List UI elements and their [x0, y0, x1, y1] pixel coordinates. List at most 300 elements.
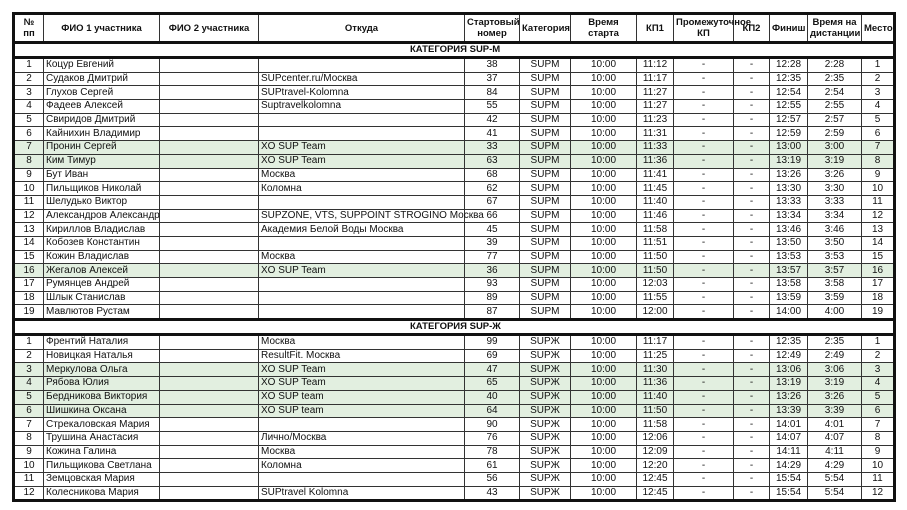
cell-kp2: - — [734, 72, 770, 86]
cell-kp1: 11:45 — [637, 182, 674, 196]
table-row — [14, 141, 895, 155]
cell-place: 2 — [862, 349, 895, 363]
cell-distance-time: 2:35 — [808, 72, 862, 86]
cell-place: 6 — [862, 404, 895, 418]
cell-name-1: Глухов Сергей — [44, 86, 160, 100]
table-row — [14, 72, 895, 86]
table-row — [14, 278, 895, 292]
cell-bib: 33 — [465, 141, 520, 155]
cell-intermediate-kp: - — [674, 209, 734, 223]
cell-place: 19 — [862, 305, 895, 320]
cell-intermediate-kp: - — [674, 182, 734, 196]
cell-distance-time: 3:58 — [808, 278, 862, 292]
cell-from: Москва — [259, 250, 465, 264]
cell-bib: 47 — [465, 363, 520, 377]
cell-bib: 37 — [465, 72, 520, 86]
cell-kp1: 11:51 — [637, 236, 674, 250]
table-row — [14, 404, 895, 418]
cell-from: XO SUP Team — [259, 264, 465, 278]
cell-distance-time: 4:00 — [808, 305, 862, 320]
cell-place: 5 — [862, 390, 895, 404]
cell-intermediate-kp: - — [674, 72, 734, 86]
cell-start-time: 10:00 — [571, 250, 637, 264]
cell-place: 8 — [862, 154, 895, 168]
cell-category: SUPЖ — [520, 377, 571, 391]
cell-kp2: - — [734, 250, 770, 264]
table-row — [14, 459, 895, 473]
cell-finish: 13:33 — [770, 195, 808, 209]
cell-name-1: Меркулова Ольга — [44, 363, 160, 377]
cell-number: 11 — [14, 472, 44, 486]
cell-start-time: 10:00 — [571, 141, 637, 155]
cell-kp1: 11:33 — [637, 141, 674, 155]
cell-finish: 13:46 — [770, 223, 808, 237]
cell-name-2 — [160, 86, 259, 100]
cell-distance-time: 3:46 — [808, 223, 862, 237]
cell-bib: 69 — [465, 349, 520, 363]
cell-from: XO SUP team — [259, 390, 465, 404]
cell-name-2 — [160, 418, 259, 432]
table-row — [14, 486, 895, 501]
cell-name-2 — [160, 486, 259, 501]
cell-kp2: - — [734, 127, 770, 141]
table-row — [14, 264, 895, 278]
cell-category: SUPM — [520, 209, 571, 223]
cell-distance-time: 2:49 — [808, 349, 862, 363]
cell-bib: 42 — [465, 113, 520, 127]
cell-number: 8 — [14, 431, 44, 445]
cell-intermediate-kp: - — [674, 305, 734, 320]
cell-start-time: 10:00 — [571, 431, 637, 445]
cell-start-time: 10:00 — [571, 486, 637, 501]
cell-distance-time: 3:50 — [808, 236, 862, 250]
cell-intermediate-kp: - — [674, 335, 734, 350]
cell-category: SUPЖ — [520, 335, 571, 350]
cell-from: SUPcenter.ru/Москва — [259, 72, 465, 86]
cell-finish: 12:57 — [770, 113, 808, 127]
cell-number: 4 — [14, 100, 44, 114]
cell-name-2 — [160, 363, 259, 377]
cell-number: 3 — [14, 86, 44, 100]
table-row — [14, 472, 895, 486]
cell-name-2 — [160, 404, 259, 418]
cell-place: 7 — [862, 141, 895, 155]
cell-distance-time: 3:26 — [808, 168, 862, 182]
cell-from: Академия Белой Воды Москва — [259, 223, 465, 237]
cell-kp2: - — [734, 363, 770, 377]
cell-from — [259, 58, 465, 73]
cell-name-1: Румянцев Андрей — [44, 278, 160, 292]
cell-bib: 61 — [465, 459, 520, 473]
table-row — [14, 113, 895, 127]
cell-place: 4 — [862, 377, 895, 391]
table-row — [14, 363, 895, 377]
cell-intermediate-kp: - — [674, 113, 734, 127]
cell-name-1: Жегалов Алексей — [44, 264, 160, 278]
cell-finish: 12:35 — [770, 335, 808, 350]
cell-name-1: Трушина Анастасия — [44, 431, 160, 445]
cell-bib: 76 — [465, 431, 520, 445]
cell-start-time: 10:00 — [571, 113, 637, 127]
cell-intermediate-kp: - — [674, 431, 734, 445]
cell-category: SUPM — [520, 223, 571, 237]
cell-number: 15 — [14, 250, 44, 264]
cell-name-2 — [160, 168, 259, 182]
cell-intermediate-kp: - — [674, 404, 734, 418]
cell-kp1: 11:55 — [637, 291, 674, 305]
cell-name-2 — [160, 264, 259, 278]
cell-name-1: Александров Александр — [44, 209, 160, 223]
cell-name-2 — [160, 72, 259, 86]
cell-start-time: 10:00 — [571, 445, 637, 459]
cell-bib: 67 — [465, 195, 520, 209]
cell-number: 13 — [14, 223, 44, 237]
cell-start-time: 10:00 — [571, 404, 637, 418]
cell-name-1: Кайнихин Владимир — [44, 127, 160, 141]
cell-place: 2 — [862, 72, 895, 86]
cell-name-2 — [160, 431, 259, 445]
table-row — [14, 209, 895, 223]
cell-number: 9 — [14, 168, 44, 182]
header-col-category: Категория — [520, 14, 571, 43]
cell-bib: 62 — [465, 182, 520, 196]
cell-bib: 78 — [465, 445, 520, 459]
cell-bib: 90 — [465, 418, 520, 432]
cell-intermediate-kp: - — [674, 363, 734, 377]
cell-kp2: - — [734, 377, 770, 391]
cell-start-time: 10:00 — [571, 335, 637, 350]
category-row — [14, 320, 895, 335]
cell-finish: 13:34 — [770, 209, 808, 223]
cell-from — [259, 305, 465, 320]
cell-category: SUPЖ — [520, 472, 571, 486]
cell-start-time: 10:00 — [571, 291, 637, 305]
cell-number: 5 — [14, 113, 44, 127]
cell-place: 11 — [862, 472, 895, 486]
cell-intermediate-kp: - — [674, 195, 734, 209]
cell-from: SUPtravel-Kolomna — [259, 86, 465, 100]
cell-intermediate-kp: - — [674, 445, 734, 459]
cell-finish: 13:19 — [770, 377, 808, 391]
header-col-name-1: ФИО 1 участника — [44, 14, 160, 43]
cell-finish: 13:58 — [770, 278, 808, 292]
header-col-kp1: КП1 — [637, 14, 674, 43]
cell-name-1: Кириллов Владислав — [44, 223, 160, 237]
cell-intermediate-kp: - — [674, 100, 734, 114]
cell-name-1: Коцур Евгений — [44, 58, 160, 73]
cell-kp2: - — [734, 182, 770, 196]
cell-distance-time: 4:11 — [808, 445, 862, 459]
cell-distance-time: 3:39 — [808, 404, 862, 418]
cell-kp2: - — [734, 291, 770, 305]
cell-start-time: 10:00 — [571, 459, 637, 473]
cell-kp2: - — [734, 264, 770, 278]
cell-distance-time: 3:19 — [808, 154, 862, 168]
cell-finish: 13:53 — [770, 250, 808, 264]
cell-distance-time: 3:19 — [808, 377, 862, 391]
cell-name-1: Шишкина Оксана — [44, 404, 160, 418]
cell-finish: 14:01 — [770, 418, 808, 432]
cell-bib: 56 — [465, 472, 520, 486]
cell-kp1: 11:12 — [637, 58, 674, 73]
cell-name-2 — [160, 305, 259, 320]
cell-bib: 38 — [465, 58, 520, 73]
cell-kp2: - — [734, 418, 770, 432]
header-col-bib: Стартовый номер — [465, 14, 520, 43]
cell-place: 8 — [862, 431, 895, 445]
cell-category: SUPЖ — [520, 404, 571, 418]
cell-bib: 36 — [465, 264, 520, 278]
cell-finish: 12:59 — [770, 127, 808, 141]
cell-start-time: 10:00 — [571, 377, 637, 391]
cell-name-1: Пронин Сергей — [44, 141, 160, 155]
cell-kp2: - — [734, 154, 770, 168]
cell-category: SUPЖ — [520, 486, 571, 501]
cell-finish: 13:50 — [770, 236, 808, 250]
cell-number: 11 — [14, 195, 44, 209]
cell-intermediate-kp: - — [674, 264, 734, 278]
cell-place: 6 — [862, 127, 895, 141]
cell-kp2: - — [734, 168, 770, 182]
cell-finish: 13:57 — [770, 264, 808, 278]
cell-intermediate-kp: - — [674, 223, 734, 237]
cell-name-1: Мавлютов Рустам — [44, 305, 160, 320]
cell-kp1: 11:50 — [637, 264, 674, 278]
cell-kp2: - — [734, 335, 770, 350]
cell-name-1: Бут Иван — [44, 168, 160, 182]
cell-finish: 12:28 — [770, 58, 808, 73]
cell-kp2: - — [734, 141, 770, 155]
cell-name-2 — [160, 250, 259, 264]
table-row — [14, 377, 895, 391]
cell-from — [259, 472, 465, 486]
header-col-name-2: ФИО 2 участника — [160, 14, 259, 43]
table-row — [14, 291, 895, 305]
table-row — [14, 445, 895, 459]
cell-name-2 — [160, 459, 259, 473]
cell-kp1: 11:58 — [637, 418, 674, 432]
cell-kp1: 11:40 — [637, 195, 674, 209]
cell-start-time: 10:00 — [571, 195, 637, 209]
cell-kp2: - — [734, 472, 770, 486]
cell-name-1: Свиридов Дмитрий — [44, 113, 160, 127]
table-row — [14, 100, 895, 114]
cell-place: 10 — [862, 459, 895, 473]
cell-kp2: - — [734, 195, 770, 209]
table-row — [14, 236, 895, 250]
cell-kp1: 11:27 — [637, 86, 674, 100]
cell-category: SUPM — [520, 291, 571, 305]
cell-name-1: Фадеев Алексей — [44, 100, 160, 114]
table-row — [14, 195, 895, 209]
cell-number: 10 — [14, 459, 44, 473]
cell-distance-time: 3:53 — [808, 250, 862, 264]
cell-number: 12 — [14, 209, 44, 223]
cell-kp1: 11:41 — [637, 168, 674, 182]
cell-name-2 — [160, 291, 259, 305]
cell-place: 18 — [862, 291, 895, 305]
table-row — [14, 58, 895, 73]
cell-distance-time: 3:30 — [808, 182, 862, 196]
cell-start-time: 10:00 — [571, 168, 637, 182]
cell-category: SUPЖ — [520, 390, 571, 404]
cell-kp2: - — [734, 236, 770, 250]
cell-distance-time: 3:26 — [808, 390, 862, 404]
cell-place: 4 — [862, 100, 895, 114]
cell-number: 17 — [14, 278, 44, 292]
cell-category: SUPM — [520, 305, 571, 320]
cell-intermediate-kp: - — [674, 349, 734, 363]
header-col-place: Место — [862, 14, 895, 43]
cell-number: 5 — [14, 390, 44, 404]
cell-category: SUPM — [520, 72, 571, 86]
cell-start-time: 10:00 — [571, 209, 637, 223]
cell-kp1: 11:36 — [637, 154, 674, 168]
cell-number: 1 — [14, 335, 44, 350]
cell-place: 10 — [862, 182, 895, 196]
cell-finish: 13:26 — [770, 390, 808, 404]
cell-intermediate-kp: - — [674, 390, 734, 404]
cell-finish: 13:00 — [770, 141, 808, 155]
cell-distance-time: 3:59 — [808, 291, 862, 305]
cell-name-2 — [160, 113, 259, 127]
cell-place: 3 — [862, 363, 895, 377]
cell-finish: 13:19 — [770, 154, 808, 168]
header-col-finish: Финиш — [770, 14, 808, 43]
cell-bib: 99 — [465, 335, 520, 350]
cell-place: 15 — [862, 250, 895, 264]
cell-distance-time: 2:54 — [808, 86, 862, 100]
cell-name-2 — [160, 195, 259, 209]
cell-kp2: - — [734, 278, 770, 292]
cell-number: 12 — [14, 486, 44, 501]
cell-kp2: - — [734, 223, 770, 237]
cell-name-1: Новицкая Наталья — [44, 349, 160, 363]
table-body — [14, 43, 895, 501]
cell-name-2 — [160, 472, 259, 486]
cell-bib: 40 — [465, 390, 520, 404]
cell-bib: 84 — [465, 86, 520, 100]
cell-category: SUPЖ — [520, 431, 571, 445]
cell-category: SUPЖ — [520, 363, 571, 377]
cell-kp1: 11:58 — [637, 223, 674, 237]
cell-distance-time: 5:54 — [808, 486, 862, 501]
table-row — [14, 335, 895, 350]
cell-name-1: Френтий Наталия — [44, 335, 160, 350]
cell-from — [259, 127, 465, 141]
cell-intermediate-kp: - — [674, 418, 734, 432]
table-row — [14, 86, 895, 100]
cell-from: XO SUP team — [259, 404, 465, 418]
cell-name-2 — [160, 223, 259, 237]
cell-name-1: Шлык Станислав — [44, 291, 160, 305]
cell-name-2 — [160, 127, 259, 141]
cell-bib: 93 — [465, 278, 520, 292]
header-row — [14, 14, 895, 43]
table-row — [14, 349, 895, 363]
cell-start-time: 10:00 — [571, 182, 637, 196]
header-col-distance-time: Время на дистанции — [808, 14, 862, 43]
cell-kp1: 11:36 — [637, 377, 674, 391]
cell-name-1: Земцовская Мария — [44, 472, 160, 486]
cell-category: SUPM — [520, 100, 571, 114]
cell-name-2 — [160, 58, 259, 73]
cell-category: SUPM — [520, 195, 571, 209]
cell-intermediate-kp: - — [674, 58, 734, 73]
cell-name-1: Пильщикова Светлана — [44, 459, 160, 473]
cell-bib: 41 — [465, 127, 520, 141]
cell-kp2: - — [734, 349, 770, 363]
cell-intermediate-kp: - — [674, 291, 734, 305]
cell-name-2 — [160, 445, 259, 459]
cell-number: 2 — [14, 349, 44, 363]
cell-kp2: - — [734, 404, 770, 418]
cell-start-time: 10:00 — [571, 154, 637, 168]
cell-intermediate-kp: - — [674, 127, 734, 141]
cell-finish: 12:55 — [770, 100, 808, 114]
header-col-start-time: Время старта — [571, 14, 637, 43]
category-title: КАТЕГОРИЯ SUP-Ж — [14, 320, 895, 335]
header-col-number: № пп — [14, 14, 44, 43]
table-row — [14, 250, 895, 264]
cell-kp1: 12:03 — [637, 278, 674, 292]
cell-place: 16 — [862, 264, 895, 278]
cell-place: 12 — [862, 486, 895, 501]
cell-bib: 87 — [465, 305, 520, 320]
cell-kp1: 11:23 — [637, 113, 674, 127]
cell-kp1: 11:40 — [637, 390, 674, 404]
cell-finish: 13:39 — [770, 404, 808, 418]
cell-number: 3 — [14, 363, 44, 377]
cell-from: XO SUP Team — [259, 141, 465, 155]
cell-place: 7 — [862, 418, 895, 432]
cell-name-1: Бердникова Виктория — [44, 390, 160, 404]
cell-kp1: 11:30 — [637, 363, 674, 377]
cell-from: SUPtravel Kolomna — [259, 486, 465, 501]
cell-kp1: 11:25 — [637, 349, 674, 363]
cell-from: Коломна — [259, 182, 465, 196]
cell-distance-time: 2:35 — [808, 335, 862, 350]
cell-category: SUPM — [520, 264, 571, 278]
cell-intermediate-kp: - — [674, 141, 734, 155]
cell-name-2 — [160, 390, 259, 404]
cell-bib: 45 — [465, 223, 520, 237]
cell-finish: 14:29 — [770, 459, 808, 473]
cell-bib: 65 — [465, 377, 520, 391]
cell-place: 5 — [862, 113, 895, 127]
cell-bib: 64 — [465, 404, 520, 418]
cell-start-time: 10:00 — [571, 363, 637, 377]
cell-number: 6 — [14, 127, 44, 141]
cell-bib: 63 — [465, 154, 520, 168]
cell-number: 16 — [14, 264, 44, 278]
cell-category: SUPM — [520, 168, 571, 182]
cell-from — [259, 418, 465, 432]
cell-kp2: - — [734, 431, 770, 445]
cell-kp1: 11:50 — [637, 250, 674, 264]
cell-distance-time: 4:07 — [808, 431, 862, 445]
cell-name-2 — [160, 182, 259, 196]
cell-kp2: - — [734, 445, 770, 459]
cell-from: Москва — [259, 445, 465, 459]
cell-bib: 68 — [465, 168, 520, 182]
cell-place: 13 — [862, 223, 895, 237]
cell-kp1: 12:20 — [637, 459, 674, 473]
cell-kp1: 11:50 — [637, 404, 674, 418]
cell-intermediate-kp: - — [674, 236, 734, 250]
cell-category: SUPM — [520, 236, 571, 250]
cell-kp2: - — [734, 113, 770, 127]
